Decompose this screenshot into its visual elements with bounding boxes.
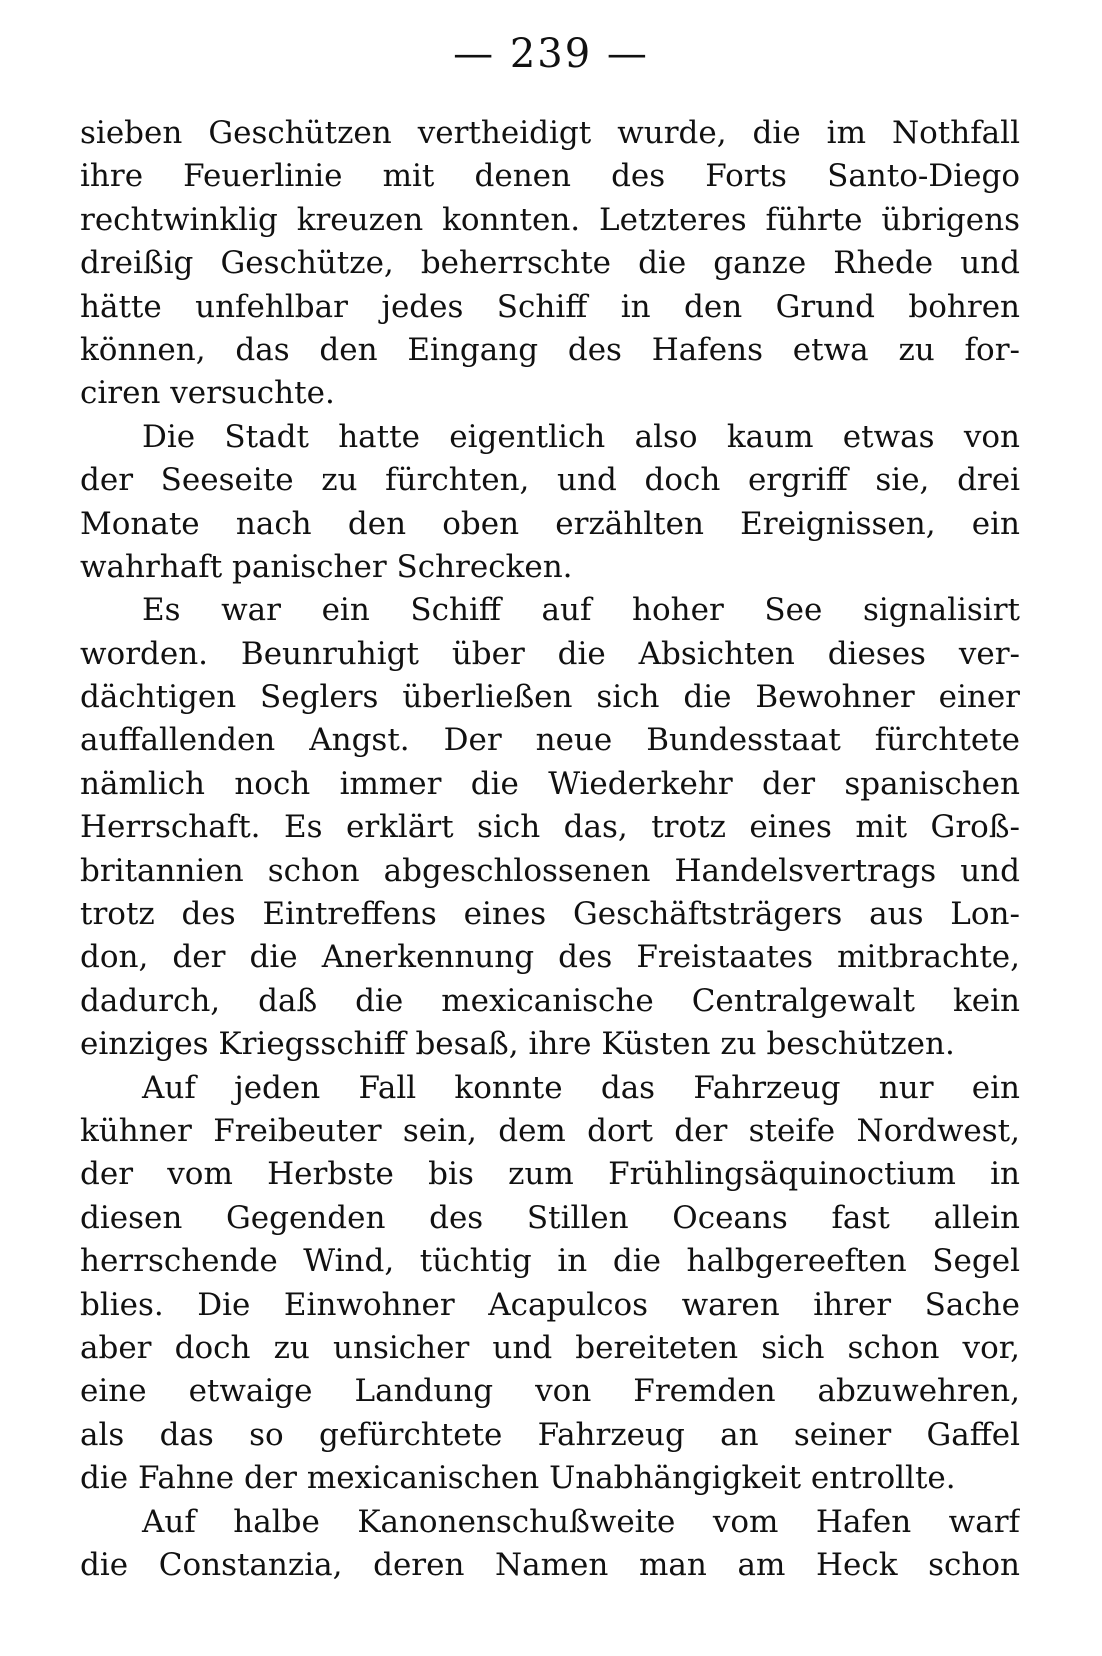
text-line: der Seeseite zu fürchten, und doch ergriff sie, drei	[80, 462, 1020, 499]
text-line: auffallenden Angst. Der neue Bundesstaat fürchtete	[80, 722, 1020, 759]
text-line: aber doch zu unsicher und bereiteten sich schon vor,	[80, 1329, 1020, 1366]
text-line: Auf jeden Fall konnte das Fahrzeug nur ein	[142, 1069, 1020, 1106]
text-line: die Fahne der mexicanischen Unabhängigkeit entrollte.	[80, 1460, 956, 1497]
text-line: Es war ein Schiff auf hoher See signalisirt	[142, 592, 1020, 629]
text-line: nämlich noch immer die Wiederkehr der spanischen	[80, 765, 1020, 802]
text-line: rechtwinklig kreuzen konnten. Letzteres führte übrigens	[80, 201, 1020, 238]
text-line: diesen Gegenden des Stillen Oceans fast allein	[80, 1199, 1020, 1236]
text-line: wahrhaft panischer Schrecken.	[80, 548, 573, 585]
text-line: worden. Beunruhigt über die Absichten dieses ver-	[80, 635, 1020, 672]
page-number: — 239 —	[453, 31, 649, 77]
text-line: können, das den Eingang des Hafens etwa zu for-	[80, 331, 1020, 368]
text-line: einziges Kriegsschiff besaß, ihre Küsten zu beschützen.	[80, 1026, 955, 1063]
text-line: der vom Herbste bis zum Frühlingsäquinoctium in	[80, 1156, 1020, 1193]
text-line: blies. Die Einwohner Acapulcos waren ihrer Sache	[80, 1286, 1020, 1323]
text-line: britannien schon abgeschlossenen Handelsvertrags und	[80, 852, 1020, 889]
text-line: die Constanzia, deren Namen man am Heck schon	[80, 1546, 1020, 1583]
text-line: Herrschaft. Es erklärt sich das, trotz eines mit Groß-	[80, 809, 1020, 846]
text-line: dadurch, daß die mexicanische Centralgewalt kein	[80, 982, 1020, 1019]
text-line: ciren versuchte.	[80, 375, 335, 412]
text-line: Die Stadt hatte eigentlich also kaum etwas von	[142, 418, 1020, 455]
text-line: don, der die Anerkennung des Freistaates mitbrachte,	[80, 939, 1020, 976]
text-line: eine etwaige Landung von Fremden abzuwehren,	[80, 1373, 1020, 1410]
text-line: herrschende Wind, tüchtig in die halbgereeften Segel	[80, 1243, 1020, 1280]
text-line: als das so gefürchtete Fahrzeug an seiner Gaffel	[80, 1416, 1020, 1453]
text-line: Auf halbe Kanonenschußweite vom Hafen warf	[142, 1503, 1020, 1540]
text-line: dächtigen Seglers überließen sich die Bewohner einer	[80, 679, 1020, 716]
text-line: trotz des Eintreffens eines Geschäftsträgers aus Lon-	[80, 896, 1020, 933]
text-line: ihre Feuerlinie mit denen des Forts Santo-Diego	[80, 158, 1020, 195]
text-line: sieben Geschützen vertheidigt wurde, die im Nothfall	[80, 115, 1020, 151]
text-line: kühner Freibeuter sein, dem dort der steife Nordwest,	[80, 1112, 1020, 1149]
text-line: hätte unfehlbar jedes Schiff in den Grund bohren	[80, 288, 1020, 325]
text-line: Monate nach den oben erzählten Ereignissen, ein	[80, 505, 1020, 542]
body-text	[80, 112, 1020, 1587]
text-line: dreißig Geschütze, beherrschte die ganze Rhede und	[80, 245, 1020, 282]
